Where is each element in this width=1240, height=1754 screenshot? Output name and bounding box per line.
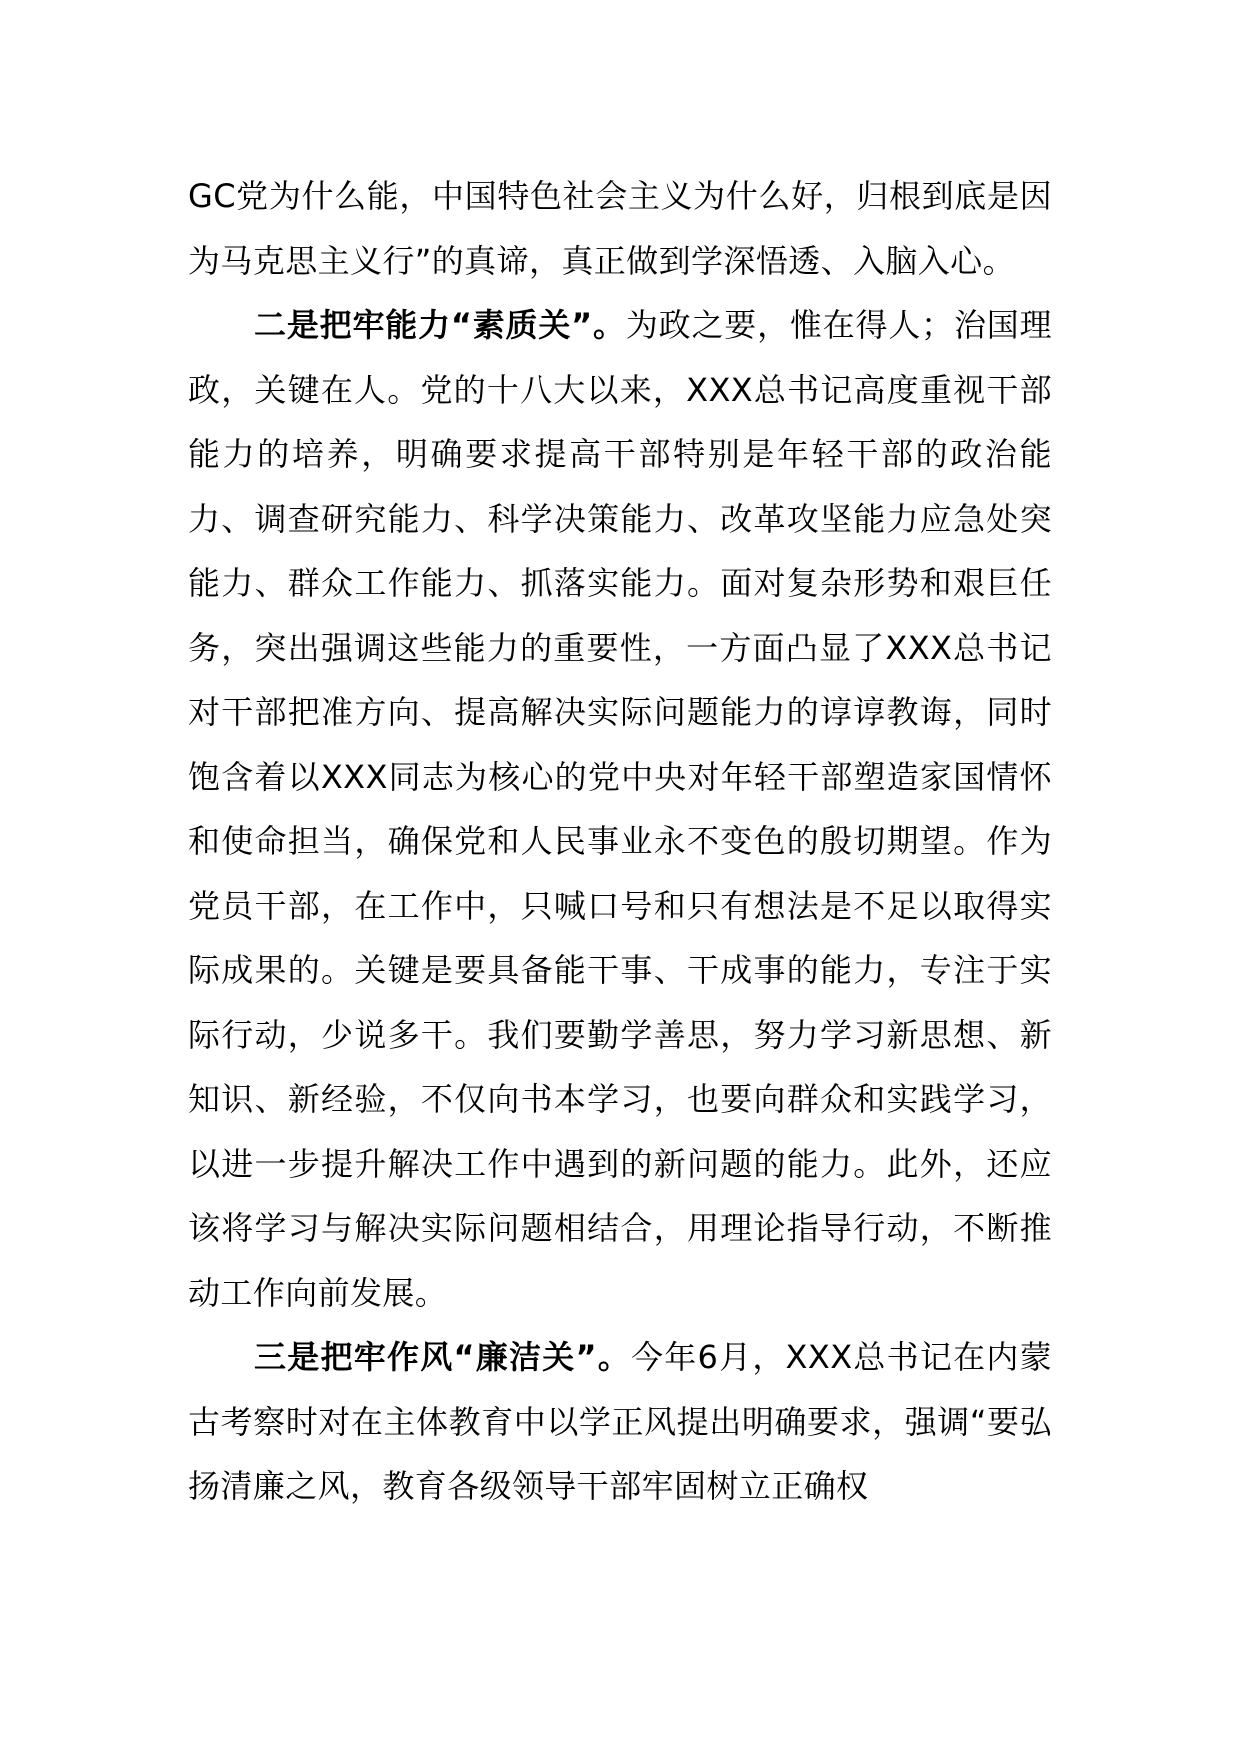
paragraph-3 bbox=[188, 1325, 1052, 1519]
document-page bbox=[188, 164, 1052, 1519]
paragraph-3-heading: 三是把牢作风“廉洁关”。 bbox=[254, 1338, 631, 1376]
paragraph-1 bbox=[188, 164, 1052, 293]
paragraph-1-text: GC党为什么能，中国特色社会主义为什么好，归根到底是因为马克思主义行”的真谛，真正做到学深悟透、入脑入心。 bbox=[188, 177, 1052, 280]
paragraph-2-text: 为政之要，惟在得人；治国理政，关键在人。党的十八大以来，XXX总书记高度重视干部能力的培养，明确要求提高干部特别是年轻干部的政治能力、调查研究能力、科学决策能力、改革攻坚能力应急处突能力、群众工作能力、抓落实能力。面对复杂形势和艰巨任务，突出强调这些能力的重要性，一方面凸显了XXX总书记对干部把准方向、提高解决实际问题能力的谆谆教诲，同时饱含着以XXX同志为核心的党中央对年轻干部塑造家国情怀和使命担当，确保党和人民事业永不变色的殷切期望。作为党员干部，在工作中，只喊口号和只有想法是不足以取得实际成果的。关键是要具备能干事、干成事的能力，专注于实际行动，少说多干。我们要勤学善思，努力学习新思想、新知识、新经验，不仅向书本学习，也要向群众和实践学习，以进一步提升解决工作中遇到的新问题的能力。此外，还应该将学习与解决实际问题相结合，用理论指导行动，不断推动工作向前发展。 bbox=[188, 306, 1052, 1312]
paragraph-2-heading: 二是把牢能力“素质关”。 bbox=[254, 306, 626, 344]
paragraph-2 bbox=[188, 293, 1052, 1325]
paragraph-3-text: 今年6月，XXX总书记在内蒙古考察时对在主体教育中以学正风提出明确要求，强调“要弘扬清廉之风，教育各级领导干部牢固树立正确权 bbox=[188, 1338, 1052, 1505]
